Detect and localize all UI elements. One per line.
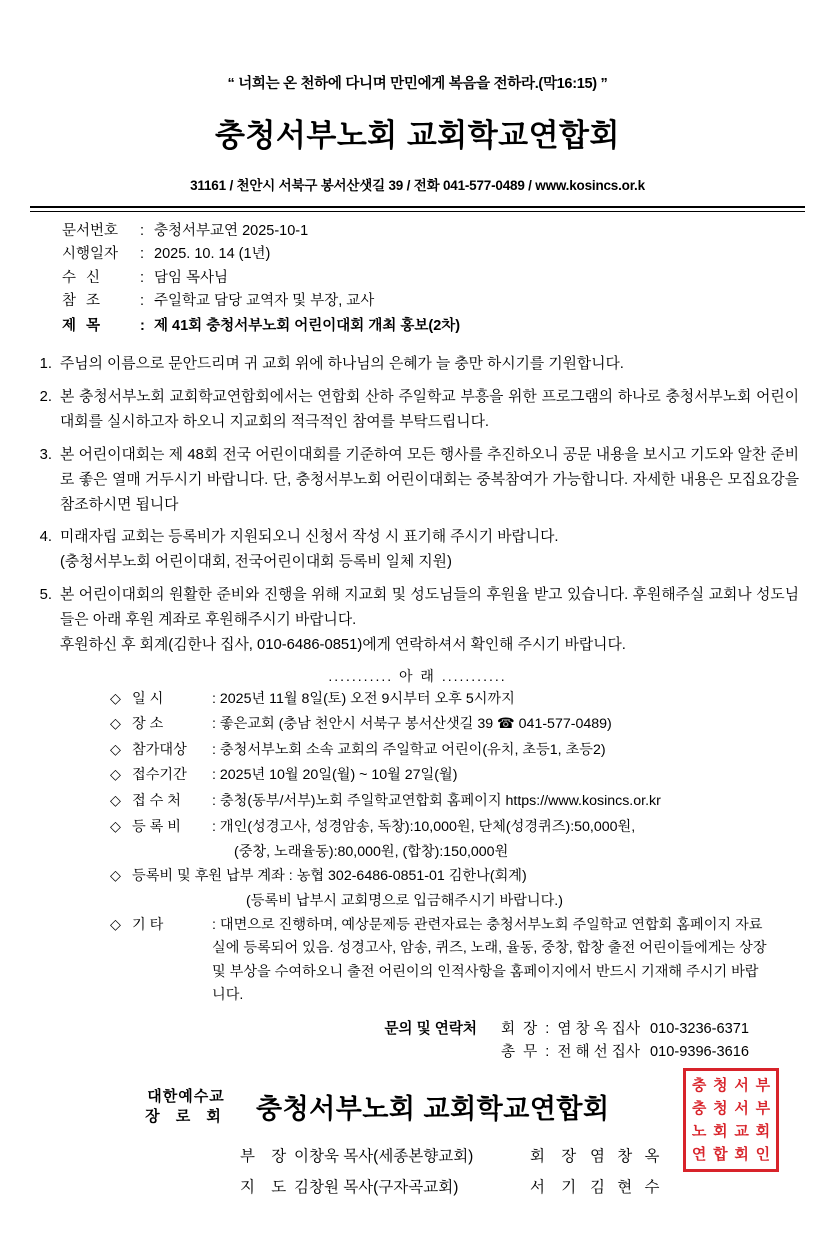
- detail-label: 접 수 처: [132, 792, 181, 809]
- list-item: [36, 352, 799, 377]
- detail-colon: :: [212, 767, 216, 784]
- detail-row-datetime: [110, 688, 835, 712]
- item-text-wrapper: [60, 583, 799, 658]
- seal-char: 연: [691, 1145, 707, 1164]
- contact-name: 전 해 선 집사: [557, 1044, 640, 1061]
- header-divider-thin: [30, 211, 805, 212]
- diamond-icon: ◇: [110, 716, 121, 733]
- detail-label: 장 소: [132, 716, 164, 733]
- contact-role: 총 무: [501, 1044, 540, 1061]
- detail-value: [212, 713, 835, 737]
- document-page: [0, 72, 835, 1253]
- meta-value-docno: 충청서부교연 2025-10-1: [154, 223, 309, 239]
- detail-value: [212, 739, 835, 763]
- signature-role: 서 기: [530, 1179, 583, 1197]
- meta-value-subject: 제 41회 충청서부노회 어린이대회 개최 홍보(2차): [154, 317, 461, 334]
- detail-colon: :: [212, 792, 216, 809]
- seal-char: 서: [734, 1075, 749, 1094]
- contact-phone: 010-3236-6371: [650, 1021, 749, 1038]
- item-number: 5.: [39, 587, 52, 604]
- detail-text: 좋은교회 (충남 천안시 서북구 봉서산샛길 39 ☎ 041-577-0489): [219, 716, 612, 733]
- contact-row: [384, 1018, 749, 1041]
- detail-text: 개인(성경고사, 성경암송, 독창):10,000원, 단체(성경퀴즈):50,000원,: [219, 818, 636, 835]
- signature-value: 김 현 수: [590, 1179, 664, 1197]
- seal-char: 부: [755, 1098, 771, 1117]
- detail-row-account: [110, 865, 835, 889]
- detail-colon: :: [212, 741, 216, 758]
- detail-colon: :: [212, 916, 216, 933]
- arae-heading: ........... 아 래 ...........: [328, 667, 507, 684]
- item-number: 2.: [39, 389, 52, 406]
- detail-fee-line2: (중창, 노래율동):80,000원, (합창):150,000원: [234, 844, 509, 861]
- detail-row-reception: [110, 790, 835, 814]
- meta-row-date: [62, 243, 835, 266]
- seal-char: 충: [691, 1075, 707, 1094]
- detail-text: 2025년 11월 8일(토) 오전 9시부터 오후 5시까지: [219, 690, 515, 707]
- detail-value: [212, 688, 835, 712]
- item-text: 본 충청서부노회 교회학교연합회에서는 연합회 산하 주일학교 부흥을 위한 프로그램의 하나로 충청서부노회 어린이대회를 실시하고자 하오니 지교회의 적극적인 참여를 부탁드립니다.: [60, 389, 799, 431]
- signature-right: [530, 1172, 664, 1203]
- item-number: 4.: [39, 529, 52, 546]
- meta-row-subject: [62, 315, 835, 338]
- item-subtext: 후원하신 후 회계(김한나 집사, 010-6486-0851)에게 연락하셔서 확인해 주시기 바랍니다.: [60, 636, 626, 653]
- item-text: 본 어린이대회는 제 48회 전국 어린이대회를 기준하여 모든 행사를 추진하오니 공문 내용을 보시고 기도와 알찬 준비로 좋은 열매 거두시기 바랍니다. 단, 충청서부노회 어린이대회는 중복참여가 가능합니다. 자세한 내용은 모집요강을 참조하시면 됩니다: [60, 446, 799, 513]
- diamond-icon: ◇: [110, 767, 121, 784]
- meta-colon: :: [140, 317, 145, 334]
- detail-colon: :: [288, 867, 293, 884]
- detail-text: 농협 302-6486-0851-01 김한나(회계): [296, 867, 527, 884]
- list-item: [36, 525, 799, 575]
- contact-title: 문의 및 연락처: [384, 1021, 478, 1038]
- detail-colon: :: [212, 716, 216, 733]
- meta-label-cc: 참 조: [62, 293, 104, 310]
- denomination-name: [140, 1087, 232, 1128]
- diamond-icon: ◇: [110, 741, 121, 758]
- meta-label-recipient: 수 신: [62, 269, 104, 286]
- diamond-icon: ◇: [110, 916, 121, 933]
- seal-char: 충: [691, 1098, 707, 1117]
- detail-text: 2025년 10월 20일(월) ~ 10월 27일(월): [219, 767, 458, 784]
- item-text: 미래자립 교회는 등록비가 지원되오니 신청서 작성 시 표기해 주시기 바랍니다.: [60, 529, 559, 546]
- seal-char: 부: [755, 1075, 771, 1094]
- list-item: [36, 443, 799, 518]
- detail-label: 등록비 및 후원 납부 계좌: [132, 867, 285, 884]
- item-text: 본 어린이대회의 원활한 준비와 진행을 위해 지교회 및 성도님들의 후원율 받고 있습니다. 후원해주실 교회나 성도님들은 아래 후원 계좌로 후원해주시기 바랍니다.: [60, 587, 799, 629]
- official-seal-stamp: [683, 1068, 779, 1172]
- diamond-icon: ◇: [110, 690, 121, 707]
- organization-title: 충청서부노회 교회학교연합회: [215, 118, 620, 153]
- details-list: [110, 688, 835, 1008]
- signature-row: [240, 1172, 835, 1203]
- denomination-line1: 대한예수교: [147, 1087, 225, 1105]
- contact-colon: :: [545, 1044, 550, 1061]
- signature-role: 부 장: [240, 1148, 293, 1166]
- signature-value: 이창욱 목사(세종본향교회): [294, 1148, 474, 1166]
- seal-char: 서: [734, 1098, 749, 1117]
- item-subtext: (충청서부노회 어린이대회, 전국어린이대회 등록비 일체 지원): [60, 554, 452, 571]
- signature-left: [240, 1141, 530, 1172]
- contact-phone: 010-9396-3616: [650, 1044, 749, 1061]
- bible-verse: “ 너희는 온 천하에 다니며 만민에게 복음을 전하라.(막16:15) ”: [227, 76, 608, 92]
- detail-text: 충청(동부/서부)노회 주일학교연합회 홈페이지 https://www.kosincs.or.kr: [219, 792, 661, 809]
- meta-label-date: 시행일자: [62, 246, 119, 263]
- detail-value: [212, 764, 835, 788]
- meta-value-date: 2025. 10. 14 (1년): [154, 246, 271, 263]
- signature-organization: 충청서부노회 교회학교연합회: [256, 1094, 610, 1125]
- seal-char: 노: [691, 1122, 707, 1141]
- signature-role: 회 장: [530, 1148, 583, 1166]
- detail-row-place: [110, 713, 835, 737]
- meta-value-recipient: 담임 목사님: [154, 269, 229, 286]
- detail-value: [212, 914, 772, 1008]
- document-meta: [62, 220, 835, 338]
- list-item: [36, 385, 799, 435]
- detail-row-period: [110, 764, 835, 788]
- detail-label: 접수기간: [132, 767, 187, 784]
- seal-char: 합: [713, 1145, 728, 1164]
- signature-right: [530, 1141, 664, 1172]
- meta-colon: :: [140, 246, 145, 263]
- seal-char: 회: [755, 1122, 771, 1141]
- item-number: 1.: [39, 356, 52, 373]
- numbered-items: [36, 352, 799, 657]
- detail-row-target: [110, 739, 835, 763]
- contact-row: [501, 1041, 749, 1064]
- meta-colon: :: [140, 293, 145, 310]
- item-text-wrapper: [60, 525, 799, 575]
- signature-role: 지 도: [240, 1179, 293, 1197]
- seal-char: 인: [755, 1145, 771, 1164]
- contact-name: 염 창 옥 집사: [557, 1021, 640, 1038]
- seal-char: 회: [713, 1122, 728, 1141]
- meta-row-recipient: [62, 267, 835, 290]
- detail-label: 등 록 비: [132, 818, 181, 835]
- list-item: [36, 583, 799, 658]
- detail-row-fee: [110, 816, 835, 840]
- seal-char: 청: [713, 1075, 728, 1094]
- contact-colon: :: [545, 1021, 550, 1038]
- detail-label: 일 시: [132, 690, 164, 707]
- detail-colon: :: [212, 690, 216, 707]
- meta-row-cc: [62, 290, 835, 313]
- detail-text: 대면으로 진행하며, 예상문제등 관련자료는 충청서부노회 주일학교 연합회 홈페이지 자료실에 등록되어 있음. 성경고사, 암송, 퀴즈, 노래, 율동, 중창, 합창 출전 어린이들에게는 상장 및 부상을 수여하오니 출전 어린이의 인적사항을 홈페이지에서 반드시 기재해 주시기 바랍니다.: [212, 916, 767, 1004]
- item-number: 3.: [39, 446, 52, 463]
- detail-value: [212, 816, 835, 840]
- diamond-icon: ◇: [110, 818, 121, 835]
- meta-label-docno: 문서번호: [62, 223, 119, 239]
- meta-colon: :: [140, 223, 145, 239]
- denomination-line2: 장 로 회: [145, 1107, 227, 1125]
- seal-char: 청: [713, 1098, 728, 1117]
- signature-value: 염 창 옥: [590, 1148, 664, 1166]
- detail-label: 기 타: [132, 916, 164, 933]
- meta-value-cc: 주일학교 담당 교역자 및 부장, 교사: [154, 293, 375, 310]
- signature-left: [240, 1172, 530, 1203]
- organization-address: 31161 / 천안시 서북구 봉서산샛길 39 / 전화 041-577-0489 / www.kosincs.or.k: [190, 178, 645, 193]
- detail-value: [132, 865, 835, 889]
- diamond-icon: ◇: [110, 792, 121, 809]
- detail-row-etc: [110, 914, 835, 1008]
- contact-role: 회 장: [501, 1021, 540, 1038]
- contact-block: [0, 1018, 749, 1065]
- signature-value: 김창원 목사(구자곡교회): [294, 1179, 459, 1197]
- seal-char: 교: [734, 1122, 749, 1141]
- detail-colon: :: [212, 818, 216, 835]
- detail-value: [212, 790, 835, 814]
- meta-colon: :: [140, 269, 145, 286]
- detail-text: 충청서부노회 소속 교회의 주일학교 어린이(유치, 초등1, 초등2): [219, 741, 606, 758]
- detail-label: 참가대상: [132, 741, 187, 758]
- meta-label-subject: 제 목: [62, 317, 104, 334]
- item-text: 주님의 이름으로 문안드리며 귀 교회 위에 하나님의 은혜가 늘 충만 하시기를 기원합니다.: [60, 356, 624, 373]
- meta-row-docno: [62, 220, 835, 243]
- seal-char: 회: [734, 1145, 749, 1164]
- detail-account-note: (등록비 납부시 교회명으로 입금해주시기 바랍니다.): [246, 893, 563, 910]
- diamond-icon: ◇: [110, 867, 121, 884]
